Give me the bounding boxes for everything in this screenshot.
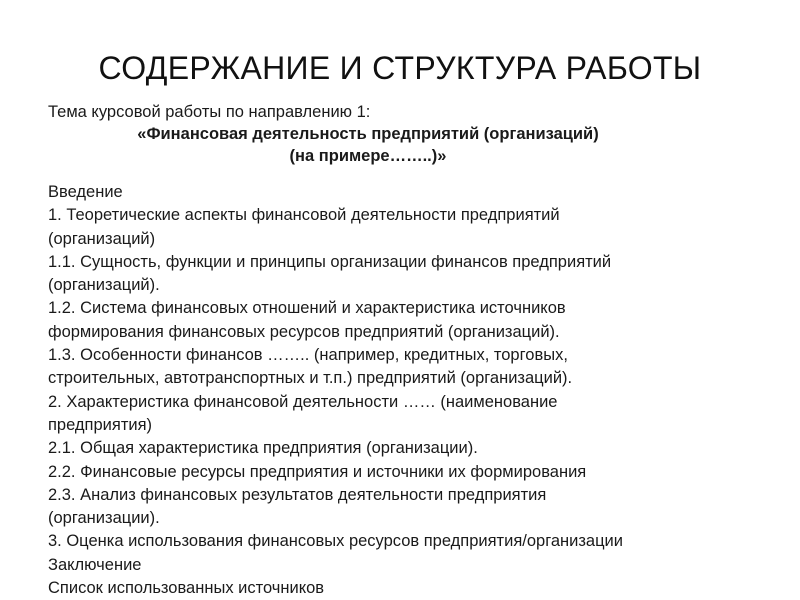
topic-name-line-2: (на примере……..)»: [289, 147, 447, 165]
contents-line-section-1-2-cont: формирования финансовых ресурсов предприятий (организаций).: [48, 322, 560, 341]
contents-line-section-1-1: 1.1. Сущность, функции и принципы организации финансов предприятий: [48, 252, 612, 271]
topic-block: [48, 101, 768, 167]
contents-line-section-1-1-cont: (организаций).: [48, 276, 160, 295]
contents-line-section-1-cont: (организаций): [48, 229, 156, 248]
contents-line-section-2: 2. Характеристика финансовой деятельности …… (наименование: [48, 392, 558, 411]
contents-list: [48, 181, 768, 600]
contents-line-section-2-3-cont: (организации).: [48, 509, 160, 528]
contents-line-section-1: 1. Теоретические аспекты финансовой деятельности предприятий: [48, 206, 560, 225]
contents-line-section-1-2: 1.2. Система финансовых отношений и характеристика источников: [48, 299, 566, 318]
contents-line-references: Список использованных источников: [48, 579, 325, 598]
slide-title: СОДЕРЖАНИЕ И СТРУКТУРА РАБОТЫ: [98, 50, 702, 86]
contents-line-conclusion: Заключение: [48, 555, 142, 574]
contents-line-section-1-3-cont: строительных, автотранспортных и т.п.) предприятий (организаций).: [48, 369, 573, 388]
contents-line-section-1-3: 1.3. Особенности финансов …….. (например, кредитных, торговых,: [48, 346, 568, 365]
contents-line-section-3: 3. Оценка использования финансовых ресурсов предприятия/организации: [48, 532, 623, 551]
topic-intro: Тема курсовой работы по направлению 1:: [48, 103, 371, 121]
topic-name-line-1: «Финансовая деятельность предприятий (организаций): [137, 125, 599, 143]
contents-line-section-2-2: 2.2. Финансовые ресурсы предприятия и источники их формирования: [48, 462, 587, 481]
contents-line-section-2-cont: предприятия): [48, 415, 153, 434]
contents-line-section-2-3: 2.3. Анализ финансовых результатов деятельности предприятия: [48, 485, 547, 504]
contents-line-section-2-1: 2.1. Общая характеристика предприятия (организации).: [48, 439, 478, 458]
contents-line-introduction: Введение: [48, 183, 123, 201]
